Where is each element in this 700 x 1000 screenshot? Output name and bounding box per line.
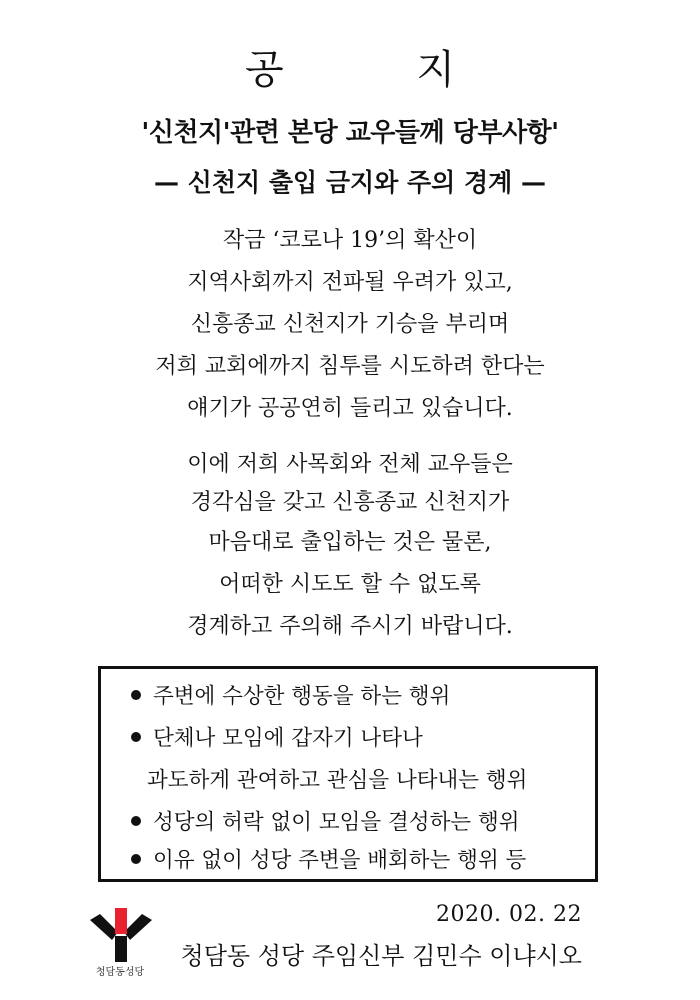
warning-item-text: 이유 없이 성당 주변을 배회하는 행위 등: [153, 848, 527, 873]
bullet-icon: [131, 854, 141, 864]
warning-item: [131, 721, 423, 752]
paragraph-line: 어떠한 시도도 할 수 없도록: [219, 572, 481, 597]
paragraph-line: 얘기가 공공연히 들리고 있습니다.: [187, 396, 513, 421]
paragraph-line: 이에 저희 사목회와 전체 교우들은: [187, 452, 513, 477]
paragraph-line: 경계하고 주의해 주시기 바랍니다.: [187, 614, 513, 639]
paragraph-line: 경각심을 갖고 신흥종교 신천지가: [190, 490, 510, 515]
notice-headline: '신천지'관련 본당 교우들께 당부사항': [141, 118, 559, 148]
notice-signature: 청담동 성당 주임신부 김민수 이냐시오: [180, 942, 582, 970]
logo-right-arm: [124, 914, 152, 940]
notice-subheadline: — 신천지 출입 금지와 주의 경계 —: [153, 168, 547, 197]
warning-item: [131, 843, 526, 874]
warning-item-text: 성당의 허락 없이 모임을 결성하는 행위: [153, 810, 520, 835]
warning-item-text: 단체나 모임에 갑자기 나타나: [153, 726, 423, 751]
logo-caption: 청담동성당: [95, 967, 145, 978]
paragraph-line: 신흥종교 신천지가 기승을 부리며: [190, 312, 510, 337]
notice-title: 공 지: [245, 47, 515, 93]
paragraph-line: 마음대로 출입하는 것은 물론,: [208, 530, 492, 555]
warning-item-text: 과도하게 관여하고 관심을 나타내는 행위: [147, 768, 528, 793]
warning-item: [131, 679, 450, 710]
warning-item-text: 주변에 수상한 행동을 하는 행위: [153, 684, 451, 709]
logo-stem: [115, 936, 127, 962]
paragraph-line: 지역사회까지 전파될 우려가 있고,: [187, 270, 513, 295]
bullet-icon: [131, 690, 141, 700]
paragraph-warning-context: [0, 220, 700, 430]
bullet-icon: [131, 816, 141, 826]
paragraph-request: [0, 446, 700, 648]
logo-red-bar: [115, 908, 127, 934]
warning-item-continuation: [147, 763, 527, 794]
logo-left-arm: [90, 914, 118, 940]
paragraph-line: 저희 교회에까지 침투를 시도하려 한다는: [155, 354, 545, 379]
notice-date: 2020. 02. 22: [436, 902, 582, 927]
warning-list-box: [98, 666, 598, 882]
warning-item: [131, 805, 519, 836]
bullet-icon: [131, 732, 141, 742]
paragraph-line: 작금 ‘코로나 19’의 확산이: [222, 228, 478, 253]
